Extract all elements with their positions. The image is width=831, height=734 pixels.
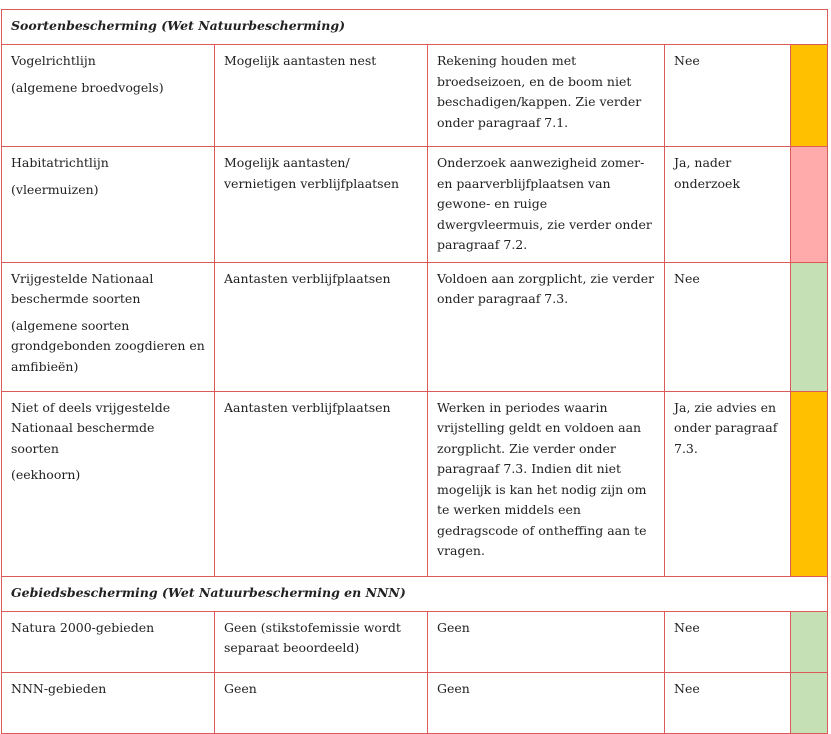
effect-cell: Mogelijk aantasten nest [215,45,428,147]
species-name: Niet of deels vrijgestelde Nationaal beschermde soorten [11,399,171,456]
follow-up-cell: Nee [665,45,791,147]
measure-cell: Werken in periodes waarin vrijstelling geldt en voldoen aan zorgplicht. Zie verder onder paragraaf 7.3. Indien dit niet mogelijk is kan het nodig zijn om te werken middels een gedragscode of ontheffing aan te vragen. [428,391,665,576]
status-color-cell [791,391,828,576]
status-color-cell [791,672,828,733]
section-header-row-species [2,10,828,45]
species-group: (eekhoorn) [11,467,81,482]
follow-up-cell: Nee [665,262,791,391]
area-cell: Natura 2000-gebieden [2,611,215,672]
table-row [2,147,828,263]
species-cell [2,262,215,391]
table-row [2,672,828,733]
follow-up-cell: Ja, zie advies en onder paragraaf 7.3. [665,391,791,576]
section-header-species: Soortenbescherming (Wet Natuurbescherming) [2,10,828,45]
status-color-cell [791,147,828,263]
effect-cell: Mogelijk aantasten/ vernietigen verblijfplaatsen [215,147,428,263]
section-header-row-area [2,576,828,611]
status-color-cell [791,262,828,391]
status-color-cell [791,611,828,672]
area-cell: NNN-gebieden [2,672,215,733]
effect-cell: Aantasten verblijfplaatsen [215,391,428,576]
status-color-cell [791,45,828,147]
species-group: (algemene broedvogels) [11,79,164,95]
measure-cell: Onderzoek aanwezigheid zomer- en paarverblijfplaatsen van gewone- en ruige dwergvleermuis, zie verder onder paragraaf 7.2. [428,147,665,263]
species-name: Vogelrichtlijn [11,53,96,68]
table-row [2,262,828,391]
measure-cell: Rekening houden met broedseizoen, en de boom niet beschadigen/kappen. Zie verder onder paragraaf 7.1. [428,45,665,147]
effect-cell: Aantasten verblijfplaatsen [215,262,428,391]
measure-cell: Geen [428,611,665,672]
species-name: Habitatrichtlijn [11,155,109,170]
species-cell [2,147,215,263]
species-name: Vrijgestelde Nationaal beschermde soorten [11,270,154,306]
measure-cell: Geen [428,672,665,733]
species-group: (vleermuizen) [11,181,99,197]
section-header-area: Gebiedsbescherming (Wet Natuurbescherming en NNN) [2,576,828,611]
follow-up-cell: Nee [665,672,791,733]
effect-cell: Geen [215,672,428,733]
measure-cell: Voldoen aan zorgplicht, zie verder onder paragraaf 7.3. [428,262,665,391]
follow-up-cell: Ja, nader onderzoek [665,147,791,263]
effect-cell: Geen (stikstofemissie wordt separaat beoordeeld) [215,611,428,672]
species-cell [2,391,215,576]
species-cell [2,45,215,147]
table-row [2,391,828,576]
protection-assessment-table [1,9,828,734]
table-row [2,45,828,147]
species-group: (algemene soorten grondgebonden zoogdieren en amfibieën) [11,317,205,374]
table-row [2,611,828,672]
follow-up-cell: Nee [665,611,791,672]
